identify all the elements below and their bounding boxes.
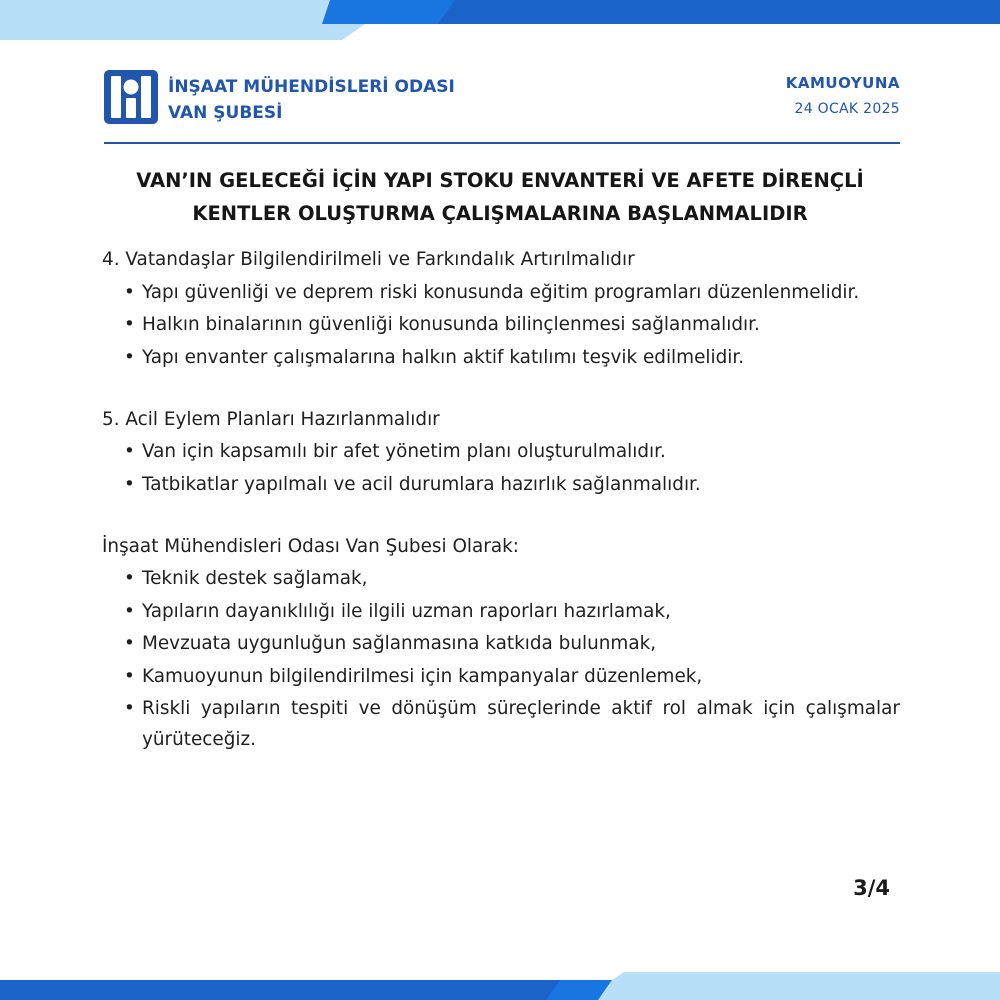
list-item [102, 563, 900, 594]
bullet-icon: • [124, 665, 135, 687]
bullet-icon: • [124, 473, 135, 495]
list-item [102, 309, 900, 340]
section-emergency-plans [102, 404, 900, 500]
list-item [102, 693, 900, 755]
header-divider [104, 142, 900, 144]
list-item-text: Van için kapsamılı bir afet yönetim planı oluşturulmalıdır. [142, 441, 666, 462]
section-citizen-awareness [102, 244, 900, 373]
list-item [102, 469, 900, 500]
section-heading: 5. Acil Eylem Planları Hazırlanmalıdır [102, 408, 440, 430]
bullet-icon: • [124, 698, 135, 719]
list-item-text: Teknik destek sağlamak, [142, 568, 368, 589]
bullet-icon: • [124, 314, 135, 335]
bullet-list [102, 277, 900, 373]
document-body [102, 244, 900, 755]
list-item-text: Tatbikatlar yapılmalı ve acil durumlara hazırlık sağlanmalıdır. [142, 473, 701, 495]
list-item-text: Yapıların dayanıklılığı ile ilgili uzman raporları hazırlamak, [142, 600, 671, 622]
bullet-icon: • [124, 633, 135, 654]
bullet-icon: • [124, 346, 135, 368]
list-item-text: Yapı envanter çalışmalarına halkın aktif katılımı teşvik edilmelidir. [142, 346, 745, 368]
list-item-text: Mevzuata uygunluğun sağlanmasına katkıda bulunmak, [142, 633, 657, 654]
document-title-line1: VAN’IN GELECEĞİ İÇİN YAPI STOKU ENVANTERİ VE AFETE DİRENÇLİ [136, 169, 864, 192]
announcement-kicker: KAMUOYUNA [785, 74, 900, 92]
announcement-date: 24 OCAK 2025 [794, 101, 900, 117]
list-item [102, 277, 900, 308]
header [104, 68, 900, 128]
organization-name-line2: VAN ŞUBESİ [168, 103, 283, 123]
list-item [102, 596, 900, 627]
organization-name-line1: İNŞAAT MÜHENDİSLERİ ODASI [168, 77, 455, 97]
page-number: 3/4 [853, 876, 890, 900]
section-heading: 4. Vatandaşlar Bilgilendirilmeli ve Farkındalık Artırılmalıdır [102, 249, 635, 270]
organization-name [168, 74, 455, 126]
list-item [102, 628, 900, 659]
document-title-line2: KENTLER OLUŞTURMA ÇALIŞMALARINA BAŞLANMALIDIR [192, 202, 808, 225]
bottom-decorative-band [0, 972, 1000, 1000]
list-item [102, 342, 900, 373]
bullet-icon: • [124, 600, 135, 622]
list-item [102, 436, 900, 467]
top-decorative-band [0, 0, 1000, 40]
announcement-meta [786, 70, 900, 122]
list-item-text: Halkın binalarının güvenliği konusunda bilinçlenmesi sağlanmalıdır. [142, 314, 760, 335]
bullet-icon: • [124, 281, 135, 303]
list-item [102, 661, 900, 692]
list-item-text: Yapı güvenliği ve deprem riski konusunda eğitim programları düzenlenmelidir. [142, 281, 860, 303]
bullet-list [102, 563, 900, 755]
section-heading: İnşaat Mühendisleri Odası Van Şubesi Olarak: [102, 535, 519, 557]
list-item-text: Kamuoyunun bilgilendirilmesi için kampanyalar düzenlemek, [142, 665, 703, 687]
document-title [100, 164, 900, 230]
list-item-text: Riskli yapıların tespiti ve dönüşüm süreçlerinde aktif rol almak için çalışmalar yürüteceğiz. [142, 698, 900, 750]
bullet-icon: • [124, 441, 135, 462]
imo-logo-icon [104, 70, 158, 124]
bullet-icon: • [124, 568, 135, 589]
section-chamber-commitments [102, 531, 900, 756]
bullet-list [102, 436, 900, 500]
